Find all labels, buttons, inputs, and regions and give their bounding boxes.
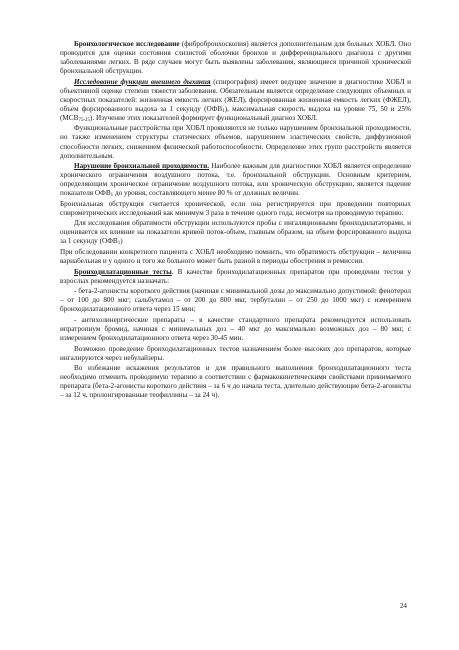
paragraph-text: (фибробронхоскопия) является дополнительным для больных ХОБЛ. Оно проводится для оценки состояния слизистой оболочки бронхов и дифференциального диагноза с другими заболеваниями легких. В ряде случаев могут быть выявлены заболевания, являющиеся причиной хронической бронхиальной обструкции. [60,40,411,76]
paragraph-text: - бета-2-агонисты короткого действия (начиная с минимальной дозы до максимально допустимой: фенотерол – от 100 до 800 мкг; сальбутамол – от 200 до 800 мкг, тербуталин – от 250 до 1000 мкг) с измерением бронходилатационного ответа через 15 мин; [60,287,411,314]
paragraph-nebulizer [60,345,411,363]
paragraph-therapy-withdrawal [60,364,411,400]
paragraph-functional-disorders [60,124,411,160]
paragraph-text: Функциональные расстройства при ХОБЛ проявляются не только нарушением бронхиальной проходимости, но также изменением структуры статических объемов, нарушением эластических свойств, диффузионной способности легких, снижением физической работоспособности. Определение этих групп расстройств является дополнительным. [60,124,411,160]
paragraph-lead: Исследование функции внешнего дыхания [74,77,211,86]
page-number: 24 [399,602,407,610]
subscript: 1 [117,241,121,247]
paragraph-reversibility [60,219,411,246]
paragraph-text: . В качестве бронходилатационных препаратов при проведении тестов у взрослых рекомендуется назначать: [60,267,411,285]
paragraph-text: Бронхиальная обструкция считается хронической, если она регистрируется при проведении повторных спирометрических исследований как минимум 3 раза в течение одного года, несмотря на проводимую терапию. [60,199,411,217]
paragraph-lead: Бронхологическое исследование [74,40,180,48]
paragraph-text: ) [120,237,123,246]
paragraph-bronchology [60,40,411,76]
paragraph-text: Для исследования обратимости обструкции используются пробы с ингаляционными бронходилататорами, и оценивается их влияние на показатели кривой поток-объем, главным образом, на объем форсированного выдоха за 1 секунду (ОФВ [60,219,411,246]
list-item-beta2-agonists [60,287,411,314]
paragraph-lead: Нарушение бронхиальной проходимости. [74,162,210,171]
paragraph-bronchial-patency [60,162,411,198]
subscript: 1 [222,108,225,114]
paragraph-text: Наиболее важным для диагностики ХОБЛ является определение хронического ограничения воздушного потока, т.е. бронхиальной обструкции. Основным критерием, определяющим хроническое ограничение воздушного потока, или хроническую обструкцию, является падение показателя ОФВ [60,162,411,198]
paragraph-text: При обследовании конкретного пациента с ХОБЛ необходимо помнить, что обратимость обструкции – величина вариабельная и у одного и того же больного может быть разной в периоды обострения и ремиссии. [60,248,411,266]
list-item-anticholinergics [60,316,411,343]
paragraph-lead: Бронходилатационные тесты [74,267,172,276]
paragraph-text: Во избежание искажения результатов и для правильного выполнения бронходилатационного теста необходимо отменить проводимую терапию в соответствии с фармакокинетическими свойствами принимаемого препарата (бета-2-агонисты короткого действия – за 6 ч до начала теста, длительно действующие бета-2-агонисты – за 12 ч, пролонгированные теофиллины – за 24 ч). [60,364,411,400]
subscript: 75-25 [78,117,91,123]
paragraph-text: ). Изучение этих показателей формирует функциональный диагноз ХОБЛ. [90,113,318,122]
paragraph-text: Возможно проведение бронходилатационных тестов назначением более высоких доз препаратов, которые ингалируются через небулайзеры. [60,344,411,362]
paragraph-text: (спирография) имеет ведущее значение в диагностике ХОБЛ и объективной оценке степени тяжести заболевания. Обязательным является определение следующих объемных и скоростных показателей: жизненная емкость легких (ЖЕЛ), форсированная жизненная емкость легких (ФЖЕЛ), объем форсированного выдоха за 1 секунду (ОФВ [60,77,411,113]
paragraph-text: - антихолинергические препараты – в качестве стандартного препарата рекомендуется использовать ипратропиум бромид, начиная с минимальных доз – 40 мкг до максимально возможных доз – 80 мкг, с измерением бронходилатационного ответа через 30-45 мин. [60,315,411,342]
paragraph-bronchodilator-tests [60,268,411,286]
paragraph-spirography [60,78,411,123]
paragraph-variability [60,248,411,266]
paragraph-text: ), максимальная скорость выдоха на уровне 75, 50 и 25% (МСВ [60,104,411,122]
paragraph-chronic-obstruction [60,200,411,218]
paragraph-text: до уровня, составляющего менее 80 % от должных величин. [113,189,300,198]
subscript: 1 [110,193,114,199]
